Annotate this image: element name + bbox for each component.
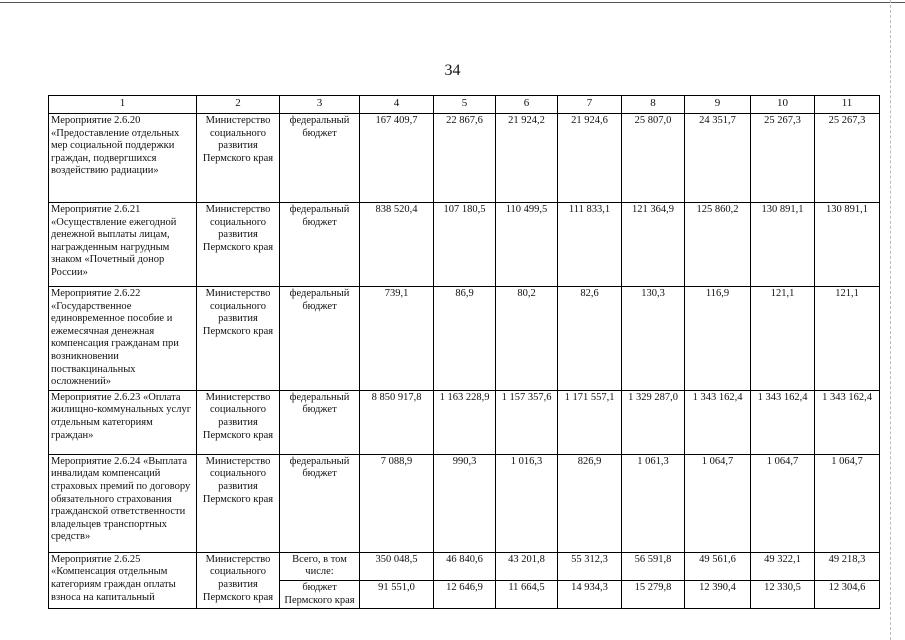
value-cell: 25 807,0 <box>622 114 685 203</box>
measure-name: Мероприятие 2.6.21 «Осуществление ежегодной денежной выплаты лицам, награжденным нагрудным знаком «Почетный донор России» <box>49 203 197 287</box>
measure-name: Мероприятие 2.6.20 «Предоставление отдельных мер социальной поддержки граждан, подвергшихся воздействию радиации» <box>49 114 197 203</box>
table-header-row <box>49 96 880 114</box>
value-cell-total: 49 322,1 <box>751 552 815 580</box>
funding-source: федеральный бюджет <box>280 287 360 391</box>
value-cell: 25 267,3 <box>751 114 815 203</box>
value-cell: 116,9 <box>685 287 751 391</box>
value-cell-total: 56 591,8 <box>622 552 685 580</box>
value-cell-sub: 12 390,4 <box>685 580 751 608</box>
responsible-ministry: Министерство социального развития Пермского края <box>197 114 280 203</box>
funding-source: федеральный бюджет <box>280 203 360 287</box>
value-cell-total: 49 218,3 <box>815 552 880 580</box>
value-cell: 838 520,4 <box>360 203 434 287</box>
value-cell: 111 833,1 <box>558 203 622 287</box>
table-row <box>49 114 880 203</box>
column-header: 6 <box>496 96 558 114</box>
column-header: 11 <box>815 96 880 114</box>
value-cell: 1 064,7 <box>685 454 751 552</box>
column-header: 4 <box>360 96 434 114</box>
value-cell-total: 43 201,8 <box>496 552 558 580</box>
value-cell: 8 850 917,8 <box>360 390 434 454</box>
column-header: 1 <box>49 96 197 114</box>
value-cell: 1 061,3 <box>622 454 685 552</box>
value-cell: 86,9 <box>434 287 496 391</box>
table-row <box>49 203 880 287</box>
value-cell: 110 499,5 <box>496 203 558 287</box>
value-cell-sub: 12 330,5 <box>751 580 815 608</box>
table-row <box>49 454 880 552</box>
value-cell-total: 49 561,6 <box>685 552 751 580</box>
measure-name: Мероприятие 2.6.25 «Компенсация отдельным категориям граждан оплаты взноса на капитальный <box>49 552 197 608</box>
value-cell: 130 891,1 <box>815 203 880 287</box>
value-cell: 1 157 357,6 <box>496 390 558 454</box>
value-cell-total: 55 312,3 <box>558 552 622 580</box>
top-border-line <box>0 2 905 3</box>
column-header: 2 <box>197 96 280 114</box>
value-cell: 130 891,1 <box>751 203 815 287</box>
value-cell: 1 329 287,0 <box>622 390 685 454</box>
value-cell: 121,1 <box>815 287 880 391</box>
value-cell: 24 351,7 <box>685 114 751 203</box>
table-row <box>49 390 880 454</box>
measure-name: Мероприятие 2.6.24 «Выплата инвалидам компенсаций страховых премий по договору обязательного страхования гражданской ответственности владельцев транспортных средств» <box>49 454 197 552</box>
value-cell-sub: 12 304,6 <box>815 580 880 608</box>
value-cell-sub: 91 551,0 <box>360 580 434 608</box>
value-cell: 739,1 <box>360 287 434 391</box>
value-cell-total: 46 840,6 <box>434 552 496 580</box>
value-cell: 7 088,9 <box>360 454 434 552</box>
measure-name: Мероприятие 2.6.22 «Государственное единовременное пособие и ежемесячная денежная компенсация гражданам при возникновении поствакцинальных осложнений» <box>49 287 197 391</box>
value-cell: 21 924,2 <box>496 114 558 203</box>
column-header: 7 <box>558 96 622 114</box>
value-cell: 22 867,6 <box>434 114 496 203</box>
value-cell: 1 171 557,1 <box>558 390 622 454</box>
column-header: 3 <box>280 96 360 114</box>
value-cell: 80,2 <box>496 287 558 391</box>
responsible-ministry: Министерство социального развития Пермского края <box>197 552 280 608</box>
scan-edge-line <box>890 0 891 640</box>
table-row <box>49 552 880 580</box>
value-cell: 1 064,7 <box>751 454 815 552</box>
value-cell: 121,1 <box>751 287 815 391</box>
value-cell: 1 016,3 <box>496 454 558 552</box>
responsible-ministry: Министерство социального развития Пермского края <box>197 390 280 454</box>
value-cell: 826,9 <box>558 454 622 552</box>
funding-source: федеральный бюджет <box>280 454 360 552</box>
column-header: 10 <box>751 96 815 114</box>
funding-source-sub: бюджет Пермского края <box>280 580 360 608</box>
column-header: 5 <box>434 96 496 114</box>
value-cell: 990,3 <box>434 454 496 552</box>
value-cell: 121 364,9 <box>622 203 685 287</box>
value-cell: 107 180,5 <box>434 203 496 287</box>
value-cell: 1 064,7 <box>815 454 880 552</box>
page-number: 34 <box>444 62 461 79</box>
column-header: 8 <box>622 96 685 114</box>
value-cell: 21 924,6 <box>558 114 622 203</box>
measure-name: Мероприятие 2.6.23 «Оплата жилищно-коммунальных услуг отдельным категориям граждан» <box>49 390 197 454</box>
value-cell: 1 163 228,9 <box>434 390 496 454</box>
value-cell: 125 860,2 <box>685 203 751 287</box>
value-cell-total: 350 048,5 <box>360 552 434 580</box>
value-cell: 82,6 <box>558 287 622 391</box>
table-row <box>49 287 880 391</box>
value-cell-sub: 15 279,8 <box>622 580 685 608</box>
value-cell-sub: 11 664,5 <box>496 580 558 608</box>
responsible-ministry: Министерство социального развития Пермского края <box>197 203 280 287</box>
value-cell-sub: 14 934,3 <box>558 580 622 608</box>
value-cell: 167 409,7 <box>360 114 434 203</box>
funding-source-total: Всего, в том числе: <box>280 552 360 580</box>
column-header: 9 <box>685 96 751 114</box>
value-cell-sub: 12 646,9 <box>434 580 496 608</box>
responsible-ministry: Министерство социального развития Пермского края <box>197 287 280 391</box>
value-cell: 1 343 162,4 <box>685 390 751 454</box>
responsible-ministry: Министерство социального развития Пермского края <box>197 454 280 552</box>
value-cell: 25 267,3 <box>815 114 880 203</box>
value-cell: 1 343 162,4 <box>751 390 815 454</box>
funding-source: федеральный бюджет <box>280 114 360 203</box>
value-cell: 1 343 162,4 <box>815 390 880 454</box>
funding-source: федеральный бюджет <box>280 390 360 454</box>
value-cell: 130,3 <box>622 287 685 391</box>
budget-table <box>48 95 880 609</box>
